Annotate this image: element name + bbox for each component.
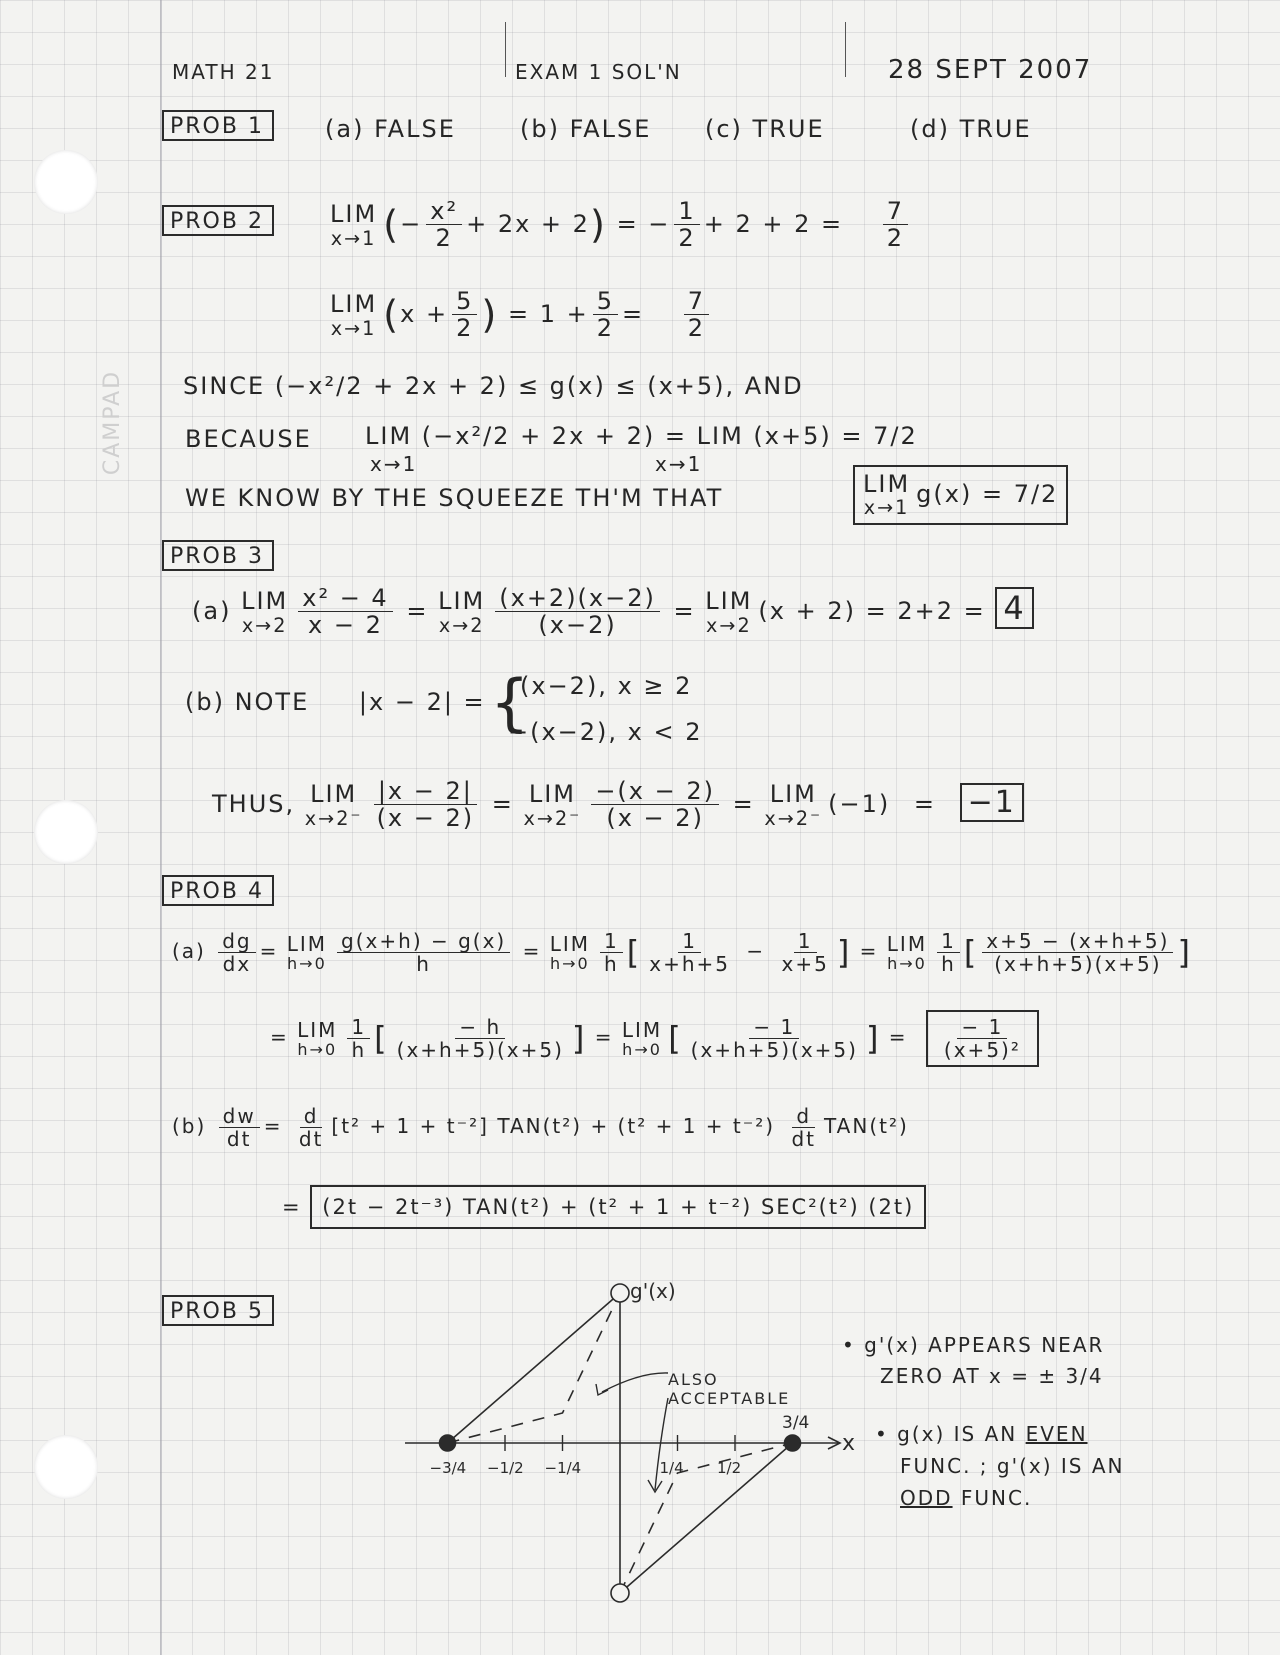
limit-operator: LIM x→2 [705,587,753,637]
fraction: $\frac{\text{x² − 4}}{x - 2}$ [298,585,392,639]
prob2-squeeze-line: WE KNOW BY THE SQUEEZE TH'M THAT [185,484,724,512]
also-arrow-down-head [648,1480,662,1492]
header-divider-2 [845,22,846,77]
prob4a-line1: (a) $\frac{dg}{dx}$ = LIM h→0 $\frac{g(x+h) - g(x)}{h}$ = LIM h→0 $\frac{1}{h}$ [ $\frac{1}{x+h+5}$ − $\frac{1}{x+5}$ ] = LIM h→0 $\frac{1}{h}$ [ $\frac{x+5 - (x+h+5)}{(x+h+5)(x+5)}$ ] [172,929,1192,976]
even-underlined: EVEN [1025,1422,1088,1446]
prob3b-note: (b) NOTE |x − 2| = [185,688,486,716]
prob2-since-line: SINCE (−x²/2 + 2x + 2) ≤ g(x) ≤ (x+5), AND [183,372,804,400]
campad-watermark: CAMPAD [100,369,126,476]
prob1-answer-c: (c) TRUE [705,115,825,143]
closed-endpoint [440,1435,456,1451]
prob5-label: PROB 5 [162,1295,274,1326]
tick-label-right: 3/4 [782,1413,810,1433]
fraction: $\frac{|x - 2|}{(x - 2)}$ [373,778,479,832]
exam-title: EXAM 1 SOL'N [515,60,682,84]
limit-operator: LIM h→0 [621,1017,663,1059]
fraction: $\frac{5}{2}$ [593,288,618,342]
gprime-solid-line [620,1443,793,1593]
prob5-note2c: ODD FUNC. [900,1486,1033,1510]
prob1-answer-b: (b) FALSE [520,115,652,143]
fraction: $\frac{1}{x+h+5}$ [649,929,730,976]
fraction: $\frac{dg}{dx}$ [218,930,255,975]
open-endpoint [611,1284,629,1302]
prob2-because-sub2: x→1 [655,452,703,476]
x-axis-label: x [842,1431,856,1456]
prob5-note2b: FUNC. ; g'(x) IS AN [900,1454,1125,1478]
fraction: $\frac{1}{h}$ [347,1016,370,1061]
fraction: $\frac{1}{h}$ [937,930,960,975]
limit-operator: LIM x→1 [863,470,911,520]
limit-operator: LIM x→2⁻ [523,780,582,830]
x-tick-label: −3/4 [429,1459,467,1477]
prob2-line1: LIM x→1 (− $\frac{\text{x²}}{2}$ + 2x + 2) = − $\frac{1}{2}$ + 2 + 2 = $\frac{7}{2}$ [330,198,912,252]
prob1-answer-d: (d) TRUE [910,115,1032,143]
also-arrow-up-head [596,1384,608,1395]
x-tick-label: 1/2 [717,1459,742,1477]
prob2-label: PROB 2 [162,205,274,236]
fraction: $\frac{-(x - 2)}{(x - 2)}$ [591,778,719,832]
prob5-note1b: ZERO AT x = ± 3/4 [880,1364,1104,1388]
limit-operator: LIM h→0 [549,931,591,973]
limit-operator: LIM x→2 [438,587,486,637]
gprime-solid-line [448,1293,621,1443]
fraction-half: $\frac{1}{2}$ [674,198,699,252]
fraction: $\frac{- 1}{\text{(x+5)²}}$ [943,1015,1021,1062]
prob1-label: PROB 1 [162,110,274,141]
prob3b-answer-box: −1 [960,783,1024,822]
fraction: $\frac{x+5 - (x+h+5)}{(x+h+5)(x+5)}$ [982,930,1173,975]
left-margin-line [160,0,162,1655]
fraction: $\frac{1}{x+5}$ [781,929,829,976]
punch-hole-middle [34,800,98,864]
gprime-dashed-line [448,1293,621,1443]
prob2-because-expr: LIM (−x²/2 + 2x + 2) = LIM (x+5) = 7/2 [365,422,918,450]
prob3b-case1: (x−2), x ≥ 2 [520,672,693,700]
limit-operator: LIM x→1 [330,200,378,250]
prob5-note2a: • g(x) IS AN EVEN [875,1422,1088,1446]
limit-operator: LIM h→0 [286,931,328,973]
result-fraction: $\frac{7}{2}$ [684,288,709,342]
also-label: ALSO [668,1370,719,1389]
open-endpoint [611,1584,629,1602]
fraction: $\frac{dw}{dt}$ [219,1105,260,1150]
fraction: $\frac{1}{h}$ [600,930,623,975]
prob2-because-sub1: x→1 [370,452,418,476]
exam-date: 28 SEPT 2007 [888,55,1093,85]
gprime-dashed-line [620,1443,793,1593]
course-title: MATH 21 [172,60,275,84]
prob5-note1a: • g'(x) APPEARS NEAR [842,1333,1105,1357]
limit-operator: LIM x→2 [241,587,289,637]
y-axis-label: g'(x) [630,1279,676,1303]
y-axis-arrow [614,1290,626,1300]
prob4-label: PROB 4 [162,875,274,906]
prob2-because-label: BECAUSE [185,425,312,453]
prob3b-thus-line: THUS, LIM x→2⁻ $\frac{|x - 2|}{(x - 2)}$ = LIM x→2⁻ $\frac{-(x - 2)}{(x - 2)}$ = LIM x→2⁻ (−1) = −1 [212,778,1024,832]
punch-hole-bottom [34,1435,98,1499]
also-arrow-down [655,1398,668,1490]
prob4b-line1: (b) $\frac{dw}{dt}$ = $\frac{d}{dt}$ [t² + 1 + t⁻²] TAN(t²) + (t² + 1 + t⁻²) $\frac{d}{dt}$ TAN(t²) [172,1104,909,1151]
closed-endpoint [785,1435,801,1451]
prob3-label: PROB 3 [162,540,274,571]
result-fraction: $\frac{7}{2}$ [883,198,908,252]
fraction: $\frac{- h}{(x+h+5)(x+5)}$ [396,1015,564,1062]
fraction: $\frac{g(x+h) - g(x)}{h}$ [337,930,510,975]
prob3a-line: (a) LIM x→2 $\frac{\text{x² − 4}}{x - 2}$ = LIM x→2 $\frac{(x+2)(x-2)}{(x-2)}$ = LIM x→2 (x + 2) = 2+2 = 4 [192,585,1034,639]
limit-operator: LIM x→1 [330,290,378,340]
also-arrow-up [602,1373,668,1392]
prob4a-line2: = LIM h→0 $\frac{1}{h}$ [ $\frac{- h}{(x+h+5)(x+5)}$ ] = LIM h→0 [ $\frac{- 1}{(x+h+5)(x+5)}$ ] = $\frac{- 1}{\text{(x+5)²}}$ [270,1010,1039,1067]
acceptable-label: ACCEPTABLE [668,1389,791,1408]
fraction: $\frac{5}{2}$ [452,288,477,342]
odd-underlined: ODD [900,1486,953,1510]
prob4b-answer-box: (2t − 2t⁻³) TAN(t²) + (t² + 1 + t⁻²) SEC²(t²) (2t) [310,1185,926,1229]
limit-operator: LIM h→0 [297,1017,338,1059]
fraction: $\frac{d}{dt}$ [298,1104,324,1151]
prob2-answer-box: LIM x→1 g(x) = 7/2 [853,465,1068,525]
prob2-line2: LIM x→1 (x + $\frac{5}{2}$ ) = 1 + $\frac{5}{2}$ = $\frac{7}{2}$ [330,288,713,342]
fraction: $\frac{d}{dt}$ [791,1104,817,1151]
piecewise-brace: { [490,666,532,739]
x-tick-label: 1/4 [659,1459,684,1477]
prob4a-answer-box [926,1010,1039,1067]
x-tick-label: −1/4 [544,1459,582,1477]
limit-operator: LIM x→2⁻ [304,780,363,830]
punch-hole-top [34,150,98,214]
header-divider-1 [505,22,506,77]
limit-operator: LIM h→0 [886,931,928,973]
prob3a-answer-box: 4 [995,587,1033,629]
x-tick-label: −1/2 [487,1459,524,1477]
fraction: $\frac{\text{x²}}{2}$ [426,198,462,252]
x-axis-arrow [828,1437,840,1449]
prob3b-case2: −(x−2), x < 2 [508,718,703,746]
fraction: $\frac{- 1}{(x+h+5)(x+5)}$ [690,1015,858,1062]
prob4b-line2: = (2t − 2t⁻³) TAN(t²) + (t² + 1 + t⁻²) SEC²(t²) (2t) [282,1185,926,1229]
fraction: $\frac{(x+2)(x-2)}{(x-2)}$ [495,585,660,639]
prob1-answer-a: (a) FALSE [325,115,456,143]
limit-operator: LIM x→2⁻ [764,780,823,830]
